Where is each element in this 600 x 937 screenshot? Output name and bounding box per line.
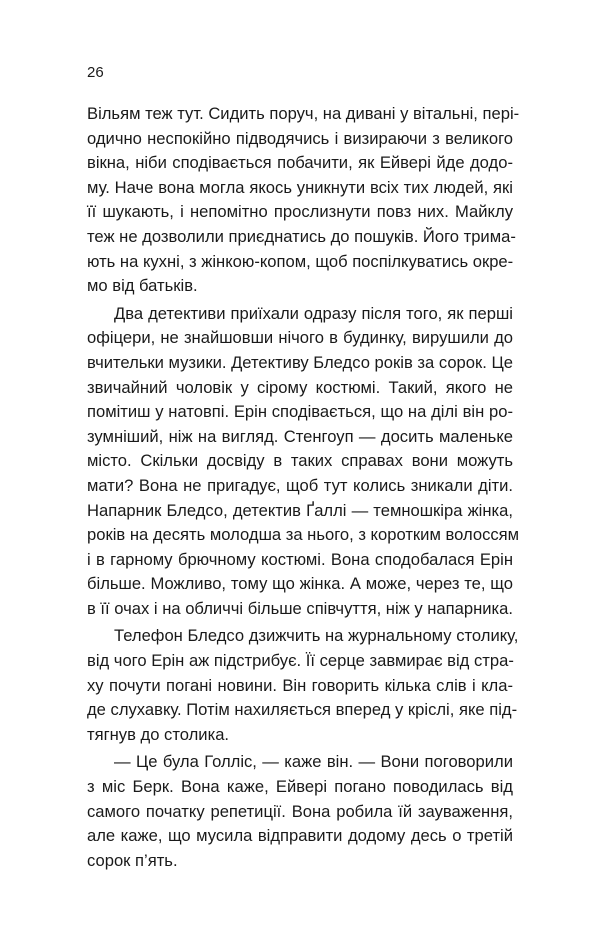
text-line: і в гарному брючному костюмі. Вона сподобалася Ерін bbox=[87, 549, 513, 569]
text-line: де слухавку. Потім нахиляється вперед у кріслі, яке під- bbox=[87, 700, 518, 720]
text-line: мати? Вона не пригадує, щоб тут колись зникали діти. bbox=[87, 475, 513, 495]
text-line: Напарник Бледсо, детектив Ґаллі — темношкіра жінка, bbox=[87, 500, 513, 520]
text-line: від чого Ерін аж підстрибує. Її серце завмирає від стра- bbox=[87, 651, 514, 671]
text-line: Вільям теж тут. Сидить поруч, на дивані у вітальні, пері- bbox=[87, 104, 520, 123]
text-line: помітиш у натовпі. Ерін сподівається, що на ділі він ро- bbox=[87, 402, 513, 422]
text-line: Два детективи приїхали одразу після того, як перші bbox=[114, 303, 513, 323]
text-line: сорок п’ять. bbox=[87, 850, 178, 870]
body-text bbox=[87, 102, 520, 873]
text-line: мо від батьків. bbox=[87, 276, 198, 296]
text-line: офіцери, не знайшовши нічого в будинку, вирушили до bbox=[87, 328, 513, 348]
page-number: 26 bbox=[87, 64, 104, 81]
text-line: Телефон Бледсо дзижчить на журнальному столику, bbox=[114, 626, 519, 646]
text-line: але каже, що мусила відправити додому десь о третій bbox=[87, 826, 513, 846]
text-line: теж не дозволили приєднатись до пошуків. Його трима- bbox=[87, 226, 516, 246]
text-line: вчительки музики. Детективу Бледсо років за сорок. Це bbox=[87, 352, 513, 372]
paragraph bbox=[87, 302, 520, 622]
text-line: му. Наче вона могла якось уникнути всіх тих людей, які bbox=[87, 177, 513, 197]
text-line: ють на кухні, з жінкою-копом, щоб поспілкуватись окре- bbox=[87, 251, 514, 271]
text-line: в її очах і на обличчі більше співчуття, ніж у напарника. bbox=[87, 598, 513, 618]
text-line: тягнув до столика. bbox=[87, 724, 230, 744]
text-line: звичайний чоловік у сірому костюмі. Такий, якого не bbox=[87, 377, 513, 397]
text-line: вікна, ніби сподівається побачити, як Ейвері йде додо- bbox=[87, 153, 513, 173]
text-line: зумніший, ніж на вигляд. Стенгоуп — досить маленьке bbox=[87, 426, 513, 446]
paragraph bbox=[87, 624, 519, 747]
text-line: ху почути погані новини. Він говорить кілька слів і кла- bbox=[87, 675, 513, 695]
text-line: з міс Берк. Вона каже, Ейвері погано поводилась від bbox=[87, 777, 513, 797]
text-line: місто. Скільки досвіду в таких справах вони можуть bbox=[87, 451, 513, 471]
text-line: її шукають, і непомітно прослизнути повз них. Майклу bbox=[87, 202, 513, 222]
text-line: років на десять молодша за нього, з коротким волоссям bbox=[87, 525, 520, 545]
text-line: самого початку репетиції. Вона робила їй зауваження, bbox=[87, 801, 513, 821]
paragraph bbox=[87, 750, 513, 873]
text-line: одично неспокійно підводячись і визираючи з великого bbox=[87, 128, 513, 148]
text-line: більше. Можливо, тому що жінка. А може, через те, що bbox=[87, 574, 513, 594]
paragraph bbox=[87, 102, 520, 299]
text-line: — Це була Голліс, — каже він. — Вони поговорили bbox=[114, 752, 513, 772]
